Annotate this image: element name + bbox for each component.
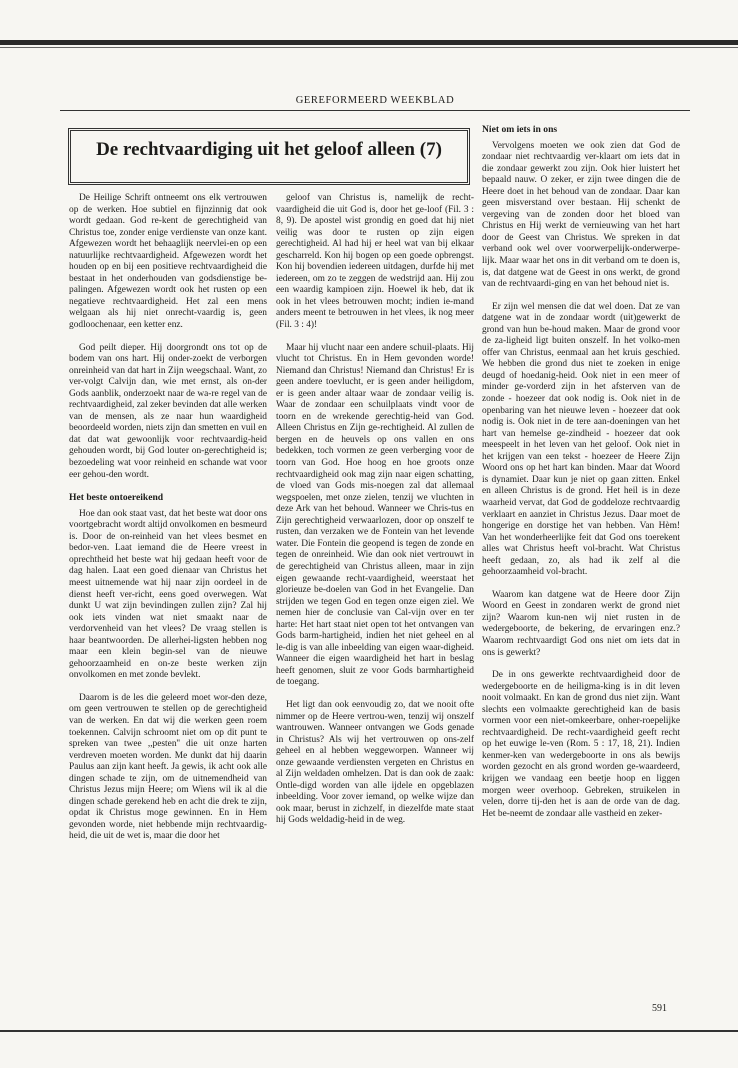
article-title: De rechtvaardiging uit het geloof alleen (7) [96, 139, 442, 160]
header-rule [60, 110, 690, 111]
paragraph: geloof van Christus is, namelijk de recht-vaardigheid die uit God is, door het ge-loof (Fil. 3 : 8, 9). De apostel wist grondig en goed dat hij niet veilig was door te rusten op zijn eigen gerechtigheid. Al had hij er heel wat van bij elkaar gescharreld. Kon hij bogen op een goede opbrengst. Kon hij bovendien iedereen uitdagen, durfde hij met iedereen, om zo te zeggen de wedstrijd aan. Hij zou een waardig kampioen zijn. Hoewel ik heb, dat ik ook in het vlees betrouwen mocht; indien ie-mand anders meent te betrouwen in het vlees, ik nog meer (Fil. 3 : 4)! [276, 193, 474, 331]
section-heading: Niet om iets in ons [482, 124, 558, 135]
paragraph: Er zijn wel mensen die dat wel doen. Dat ze van datgene wat in de zondaar wordt (uit)gewerkt de grond van hun be-houd maken. Maar de grond voor de za-ligheid ligt buiten onszelf. In het volko-men offer van Christus, eenmaal aan het kruis geschied. We hebben die grond dus niet te zoeken in enige deugd of hoedanig-heid. Ook niet in een meer of minder ge-vorderd zijn in het afsterven van de zonde - hoezeer dat ook nodig is. Ook niet in de openbaring van het nieuwe leven - hoezeer dat ook nodig is. Ook niet in de tere aan-doeningen van het hart van hemelse ge-zindheid - hoezeer dat ook meespeelt in het leven van het geloof. Ook niet in het krijgen van een tekst - hoezeer de Heere Zijn Woord ons op het hart kan binden. Maar dat Woord is dynamiet. Daar kun je niet op gaan zitten. Enkel en alleen Christus is de grond. Het heil is in deze waarheid vervat, dat God de goddeloze rechtvaardig verklaart en aanziet in Christus Jezus. Daar moet de hongerige en dorstige het van hebben. Van Hèm! Van het wonderheerlijke feit dat God ons toerekent alles wat Christus heeft vol-bracht. Wat Christus heeft gedaan, zo, als had ik zelf al die gehoorzaamheid vol-bracht. [482, 301, 680, 578]
column-2 [276, 193, 474, 838]
top-rule [0, 40, 738, 45]
paragraph: Vervolgens moeten we ook zien dat God de zondaar niet rechtvaardig ver-klaart om iets dat in die zondaar gewerkt zou zijn. Ook hier luistert het bepaald nauw. O zeker, er zijn twee dingen die de Heere doet in het behoud van de zondaar. Daar kan geen misverstand over bestaan. Hij schenkt de vergeving van de zonden door het bloed van Christus en Hij werkt de vernieuwing van het hart door de Geest van Christus. We spreken in dat verband ook wel over voorwerpelijk-onderwerpe-lijk. Maar waar het ons in dit verband om te doen is, is, dat datgene wat de Geest in ons werkt, de grond van de rechtvaardi-ging en van het behoud niet is. [482, 140, 680, 290]
paragraph: De in ons gewerkte rechtvaardigheid door de wedergeboorte en de heiligma-king is in dit leven nooit volmaakt. En kan de grond dus niet zijn. Want slechts een volmaakte gerechtigheid kan de basis vormen voor een niet-omkeerbare, onher-roepelijke rechtvaardigheid. De recht-vaardigheid geeft recht op het euwige le-ven (Rom. 5 : 17, 18, 21). Indien kenmer-ken van wedergeboorte in ons als bewijs worden gezocht en als grond worden ge-waardeerd, krijgen we vandaag een beetje hoop en liggen morgen weer overhoop. Gebreken, struikelen in velen, dorre tij-den het is aan de orde van de dag. Het be-neemt de zondaar alle vastheid en zeker- [482, 670, 680, 819]
paragraph: Hoe dan ook staat vast, dat het beste wat door ons voortgebracht wordt altijd onvolkomen en besmeurd is. Door de on-reinheid van het vlees besmet en bedor-ven. Laat iemand die de Heere vreest in oprechtheid het beste wat hij gedaan heeft voor de dag halen. Laat een goed dienaar van Christus het meest uitnemende wat hij naar zijn oordeel in de dienst heeft ver-richt, eens goed overwegen. Wat dunkt U wat zijn bevindingen zullen zijn? Zal hij ook iets vinden wat niet smaakt naar de verdorvenheid van het vlees? De vraag stellen is haar beantwoorden. De allerhei-ligsten hebben nog maar een klein begin-sel van de nieuwe gehoorzaamheid en on-ze beste werken zijn onvolkomen en met zonde bevlekt. [69, 508, 267, 681]
paragraph: God peilt dieper. Hij doorgrondt ons tot op de bodem van ons hart. Hij onder-zoekt de verborgen onreinheid van dat hart in Zijn weegschaal. Want, zo ver-volgt Calvijn dan, wie met ernst, als on-der Gods aanblik, onderzoekt naar de wa-re regel van de rechtvaardigheid, zal zeker bevinden dat alle werken van de mensen, als ze naar hun waardigheid beoordeeld worden, niets zijn dan smetten en vuil en dat dat wat gewoonlijk voor rechtvaardig-heid gehouden wordt, bij God louter on-gerechtigheid is; bezoedeling wat voor reinheid en schande wat voor eer gehou-den wordt. [69, 342, 267, 480]
paragraph: De Heilige Schrift ontneemt ons elk vertrouwen op de werken. Hoe subtiel en fijnzinnig dat ook wordt gedaan. God re-kent de gerechtigheid van Christus toe, zonder enige verdienste van onze kant. Afgewezen wordt het behaaglijk neervlei-en op een natuurlijke rechtvaardigheid. Afgewezen wordt het houden op en bij een positieve rechtvaardigheid die bestaat in het onderhouden van godsdienstige be-palingen. Afgewezen wordt ook het rusten op een negatieve rechtvaardigheid. Het zal een mens welgaan als hij niet onrecht-vaardig is, geen godloochenaar, een ketter enz. [69, 193, 267, 331]
paragraph: Het ligt dan ook eenvoudig zo, dat we nooit ofte nimmer op de Heere vertrou-wen, tenzij wij onszelf wantrouwen. Wanneer ontvangen we Gods genade in Christus? Als wij het vertrouwen op ons-zelf geheel en al hebben weggeworpen. Wanneer wij onze gewaande verdiensten vergeten en Christus en al Zijn weldaden omhelzen. Dat is dan ook de zaak: Ontle-digd worden van alle ijdele en opgeblazen inbeelding. Voor zover iemand, op welke wijze dan ook maar, berust in zichzelf, in diezelfde mate staat hij Gods weldadig-heid in de weg. [276, 699, 474, 826]
section-heading: Het beste ontoereikend [69, 492, 164, 504]
title-box [68, 128, 470, 185]
running-header: GEREFORMEERD WEEKBLAD [295, 95, 455, 106]
column-1 [69, 193, 267, 854]
top-rule-thin [0, 47, 738, 48]
paragraph: Maar hij vlucht naar een andere schuil-plaats. Hij vlucht tot Christus. En in Hem gevonden worde! Niemand dan Christus! Niemand dan Christus! Er is geen andere toevlucht, er is geen ander heiligdom, er is geen ander altaar waar de zondaar veilig is. Waar de zondaar een schuilplaats vindt voor de toorn en de wrekende gerechtig-heid van God. Alleen Christus en Zijn ge-rechtigheid. Al zullen de bergen en de heuvels op ons vallen en ons bedekken, toch vormen ze geen verberging voor de toorn van God. Hoe hoog en hoe groots onze rechtvaardigheid ook mag zijn naar eigen schatting, de vloed van Gods mis-noegen zal dat allemaal wegspoelen, met onze zielen, tenzij we vluchten in deze Ark van het behoud. Wanneer we Chris-tus en Zijn gerechtigheid verwaarlozen, door op onszelf te rusten, dan verzaken we de Fontein van het levende water. Die Fontein die geopend is tegen de zonde en tegen de onreinheid. Wie dan ook niet vertrouwt in de gerechtigheid van Christus alleen, maar in zijn eigen gewaande recht-vaardigheid, weerstaat het glorieuze be-doelen van God in het Evangelie. Dan strijden we tegen God en tegen onze eigen ziel. We nemen hier de conclusie van Cal-vijn over en ter harte: Het hart staat niet open tot het ontvangen van Gods barm-hartigheid, indien het niet geheel en al le-dig is van alle inbeelding van eigen waar-digheid. Wanneer die eigen waardigheid het hart in beslag heeft genomen, sluit ze voor Gods barmhartigheid de toegang. [276, 342, 474, 688]
column-3 [482, 124, 680, 831]
page-number: 591 [652, 1003, 667, 1014]
bottom-rule [0, 1030, 738, 1032]
paragraph: Waarom kan datgene wat de Heere door Zijn Woord en Geest in zondaren werkt de grond niet zijn? Waarom kun-nen wij niet rusten in de wedergeboorte, de bekering, de ervaringen enz.? Waarom rechtvaardigt God ons niet om iets dat in ons is gewerkt? [482, 589, 680, 658]
paragraph: Daarom is de les die geleerd moet wor-den deze, om geen vertrouwen te stellen op de gerechtigheid van de werken. En dat wij die werken geen roem toekennen. Calvijn schroomt niet om op dit punt te spreken van twee ,,pesten'' die uit onze harten verdreven moeten worden. Me dunkt dat hij daarin Paulus aan zijn kant heeft. Ja gewis, ik acht ook alle dingen schade te zijn, om de uitnemendheid van Christus Jezus mijn Heere; om Wiens wil ik al die dingen schade gerekend heb en acht die drek te zijn, opdat ik Christus moge gewinnen. En in Hem gevonden worde, niet hebbende mijn rechtvaardig-heid, die uit de wet is, maar die door het [69, 692, 267, 842]
